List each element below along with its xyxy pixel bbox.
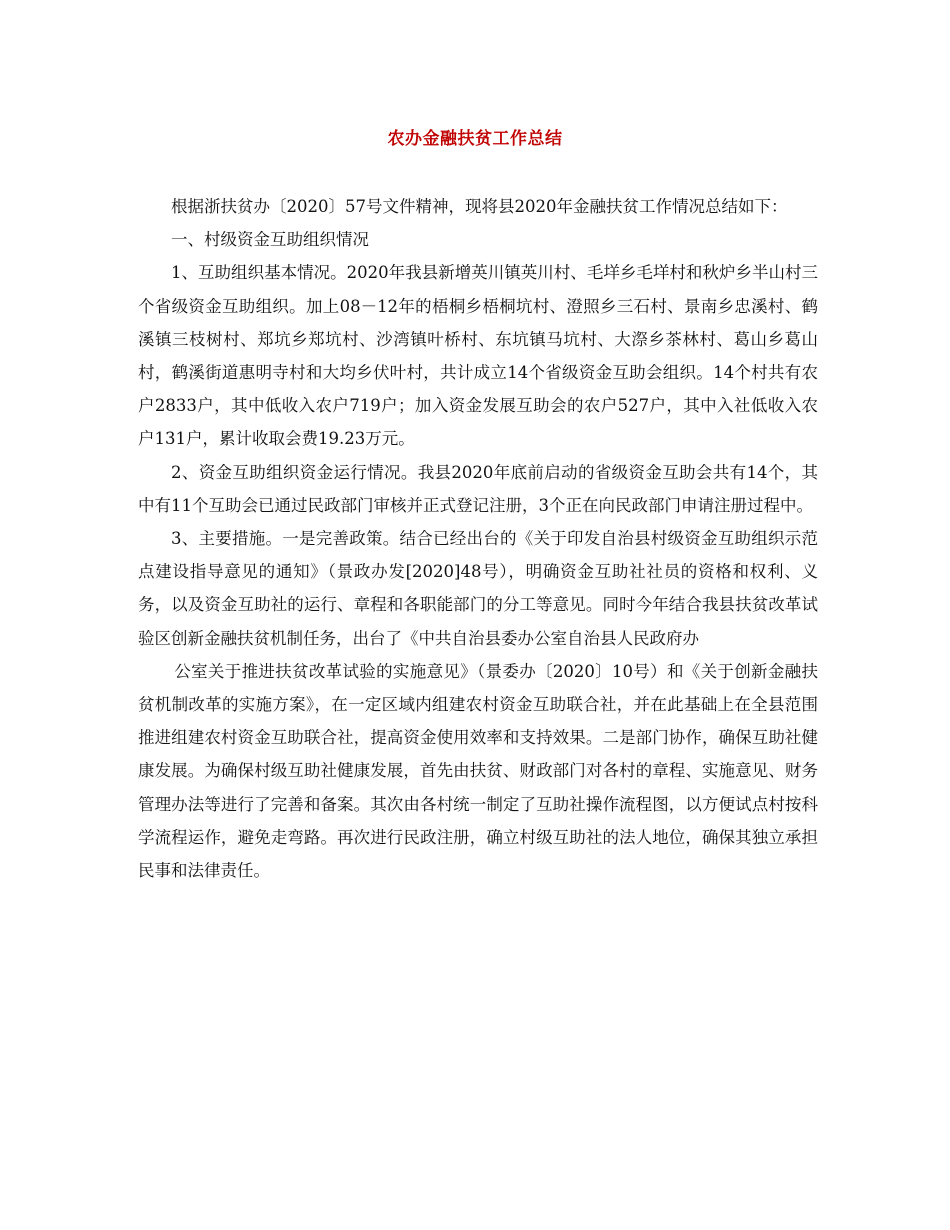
paragraph-intro: 根据浙扶贫办〔2020〕57号文件精神，现将县2020年金融扶贫工作情况总结如下： [171,197,788,216]
document-title: 农办金融扶贫工作总结 [387,129,563,149]
document-body [138,190,818,887]
paragraph-fund-operation: 2、资金互助组织资金运行情况。我县2020年底前启动的省级资金互助会共有14个，其中有11个互助会已通过民政部门审核并正式登记注册，3个正在向民政部门申请注册过程中。 [138,462,818,515]
paragraph-main-measures: 3、主要措施。一是完善政策。结合已经出台的《关于印发自治县村级资金互助组织示范点建设指导意见的通知》（景政办发[2020]48号），明确资金互助社社员的资格和权利、义务，以及资金互助社的运行、章程和各职能部门的分工等意见。同时今年结合我县扶贫改革试验区创新金融扶贫机制任务，出台了《中共自治县委办公室自治县人民政府办 [138,529,818,648]
section-heading-1: 一、村级资金互助组织情况 [171,230,369,250]
paragraph-measures-continued: 公室关于推进扶贫改革试验的实施意见》（景委办〔2020〕10号）和《关于创新金融扶贫机制改革的实施方案》，在一定区域内组建农村资金互助联合社，并在此基础上在全县范围推进组建农村资金互助联合社，提高资金使用效率和支持效果。二是部门协作，确保互助社健康发展。为确保村级互助社健康发展，首先由扶贫、财政部门对各村的章程、实施意见、财务管理办法等进行了完善和备案。其次由各村统一制定了互助社操作流程图，以方便试点村按科学流程运作，避免走弯路。再次进行民政注册，确立村级互助社的法人地位，确保其独立承担民事和法律责任。 [138,661,818,881]
paragraph-basic-situation: 1、互助组织基本情况。2020年我县新增英川镇英川村、毛垟乡毛垟村和秋炉乡半山村三个省级资金互助组织。加上08－12年的梧桐乡梧桐坑村、澄照乡三石村、景南乡忠溪村、鹤溪镇三枝树村、郑坑乡郑坑村、沙湾镇叶桥村、东坑镇马坑村、大漈乡茶林村、葛山乡葛山村，鹤溪街道惠明寺村和大均乡伏叶村，共计成立14个省级资金互助会组织。14个村共有农户2833户，其中低收入农户719户；加入资金发展互助会的农户527户，其中入社低收入农户131户，累计收取会费19.23万元。 [138,263,818,449]
